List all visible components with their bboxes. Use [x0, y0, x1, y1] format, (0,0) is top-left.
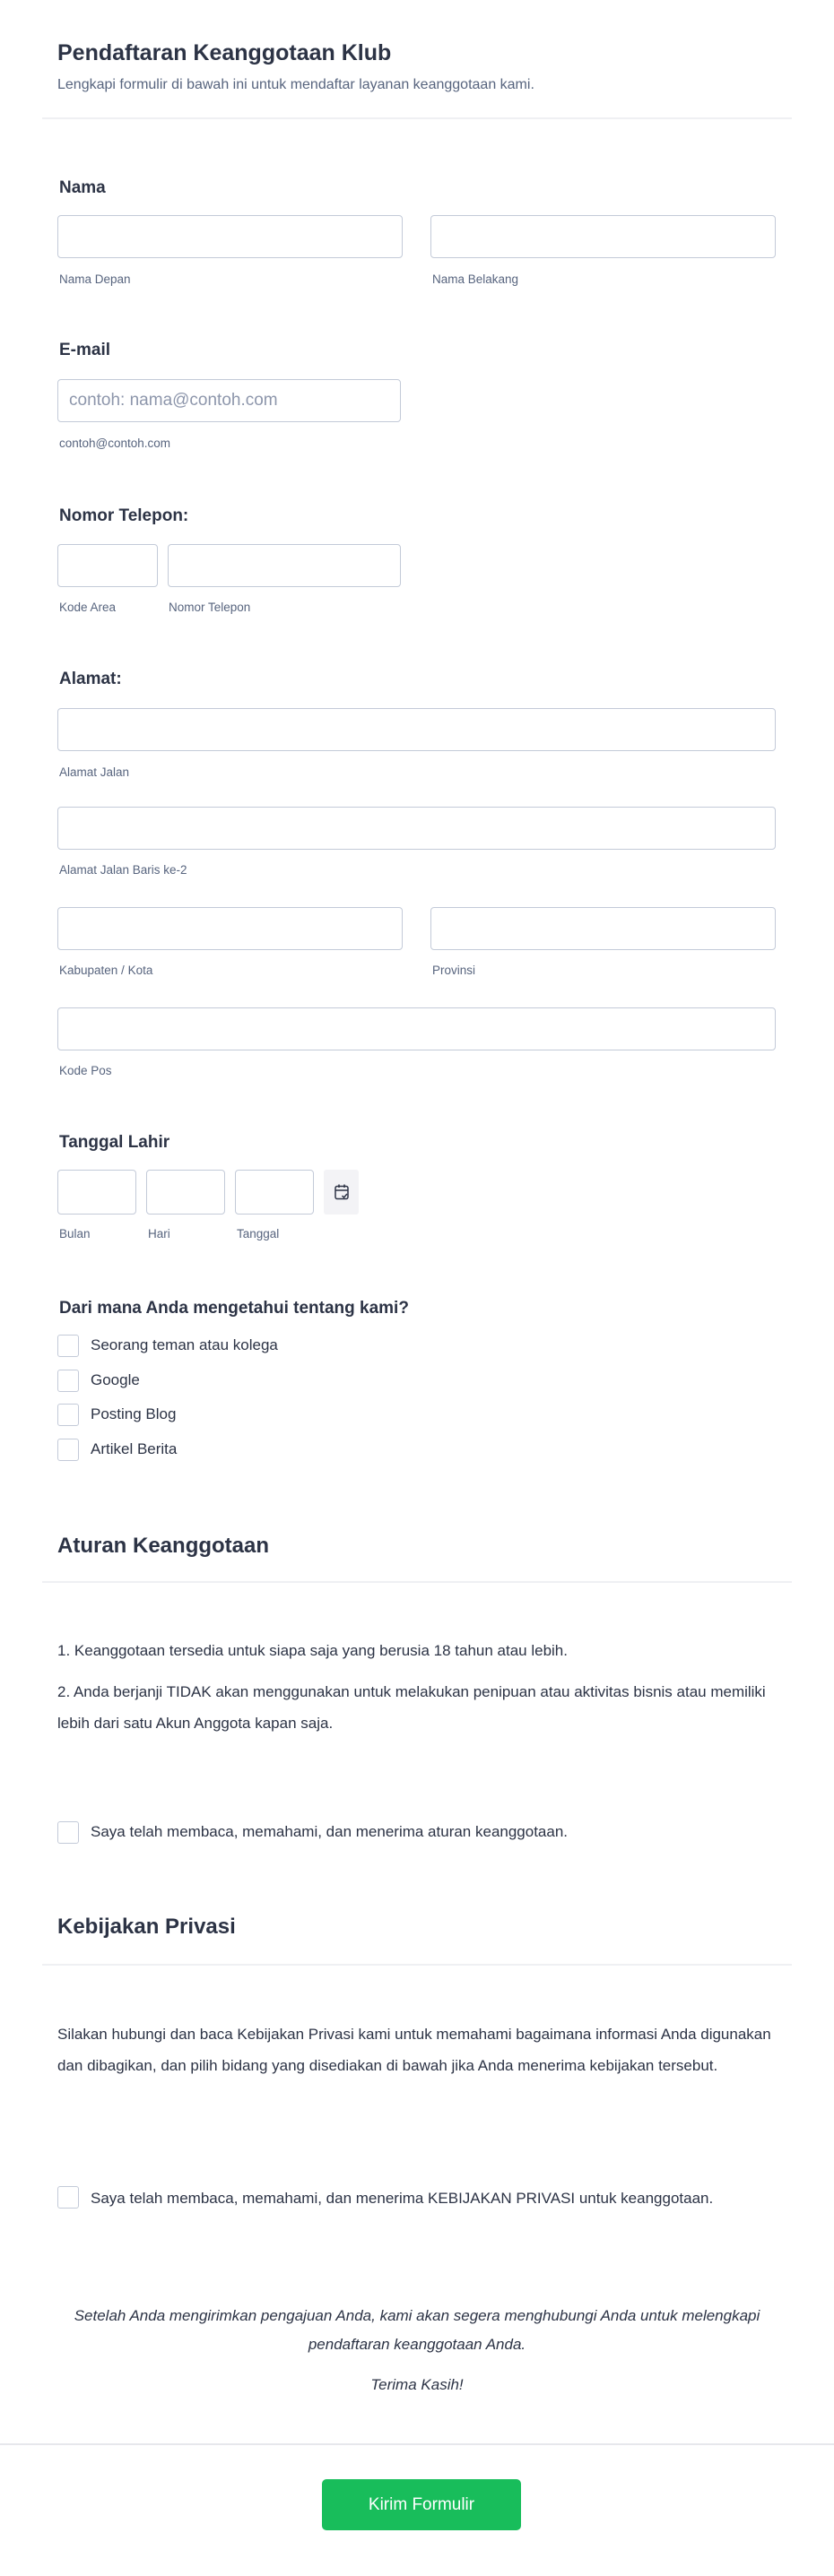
month-input[interactable]	[57, 1170, 136, 1215]
area-code-sublabel: Kode Area	[59, 601, 117, 614]
date-input[interactable]	[235, 1170, 314, 1215]
name-label: Nama	[59, 178, 106, 197]
postal-code-input[interactable]	[57, 1007, 776, 1050]
privacy-agree-label[interactable]: Saya telah membaca, memahami, dan menerima KEBIJAKAN PRIVASI untuk keanggotaan.	[91, 2190, 714, 2207]
postal-code-sublabel: Kode Pos	[59, 1064, 112, 1077]
footer-divider	[0, 2443, 834, 2445]
street-sublabel: Alamat Jalan	[59, 765, 130, 779]
source-checkbox-google[interactable]	[57, 1370, 79, 1392]
closing-thanks: Terima Kasih!	[370, 2376, 464, 2393]
phone-label: Nomor Telepon:	[59, 506, 189, 525]
closing-message: Setelah Anda mengirimkan pengajuan Anda, kami akan segera menghubungi Anda untuk melengkapi pendaftaran keanggotaan Anda.	[74, 2307, 760, 2353]
rules-agree-checkbox[interactable]	[57, 1821, 79, 1844]
month-sublabel: Bulan	[59, 1227, 91, 1240]
phone-number-input[interactable]	[168, 544, 401, 587]
street2-input[interactable]	[57, 807, 776, 850]
rules-heading: Aturan Keanggotaan	[57, 1534, 270, 1558]
source-option-label[interactable]: Posting Blog	[91, 1405, 177, 1422]
street-input[interactable]	[57, 708, 776, 751]
address-label: Alamat:	[59, 670, 122, 688]
privacy-text: Silakan hubungi dan baca Kebijakan Privasi kami untuk memahami bagaimana informasi Anda digunakan dan dibagikan, dan pilih bidang yang disediakan di bawah jika Anda menerima kebijakan tersebut.	[57, 2026, 771, 2074]
city-sublabel: Kabupaten / Kota	[59, 964, 153, 977]
phone-number-sublabel: Nomor Telepon	[169, 601, 251, 614]
email-sublabel: contoh@contoh.com	[59, 437, 171, 450]
last-name-input[interactable]	[430, 215, 776, 258]
day-input[interactable]	[146, 1170, 225, 1215]
source-option-label[interactable]: Seorang teman atau kolega	[91, 1336, 278, 1353]
privacy-agree-checkbox[interactable]	[57, 2186, 79, 2209]
source-option-label[interactable]: Artikel Berita	[91, 1440, 178, 1457]
rule-item-1: 1. Keanggotaan tersedia untuk siapa saja yang berusia 18 tahun atau lebih.	[57, 1642, 568, 1659]
rules-agree-label[interactable]: Saya telah membaca, memahami, dan menerima aturan keanggotaan.	[91, 1823, 569, 1840]
city-input[interactable]	[57, 907, 403, 950]
province-sublabel: Provinsi	[432, 964, 476, 977]
rule-item-2: 2. Anda berjanji TIDAK akan menggunakan untuk melakukan penipuan atau aktivitas bisnis atau memiliki lebih dari satu Akun Anggota kapan saja.	[57, 1683, 766, 1732]
source-label: Dari mana Anda mengetahui tentang kami?	[59, 1299, 409, 1318]
first-name-input[interactable]	[57, 215, 403, 258]
day-sublabel: Hari	[148, 1227, 170, 1240]
header-divider	[42, 117, 792, 119]
source-checkbox-friend[interactable]	[57, 1335, 79, 1357]
last-name-sublabel: Nama Belakang	[432, 272, 519, 286]
first-name-sublabel: Nama Depan	[59, 272, 131, 286]
source-option-label[interactable]: Google	[91, 1371, 140, 1388]
submit-button[interactable]: Kirim Formulir	[322, 2479, 521, 2530]
rules-divider	[42, 1581, 792, 1583]
form-subtitle: Lengkapi formulir di bawah ini untuk mendaftar layanan keanggotaan kami.	[57, 77, 534, 92]
source-checkbox-news[interactable]	[57, 1439, 79, 1461]
date-sublabel: Tanggal	[237, 1227, 280, 1240]
calendar-icon[interactable]	[324, 1170, 359, 1215]
email-label: E-mail	[59, 341, 111, 359]
area-code-input[interactable]	[57, 544, 158, 587]
province-input[interactable]	[430, 907, 776, 950]
privacy-heading: Kebijakan Privasi	[57, 1915, 236, 1939]
email-input[interactable]	[57, 379, 401, 422]
street2-sublabel: Alamat Jalan Baris ke-2	[59, 863, 187, 877]
form-title: Pendaftaran Keanggotaan Klub	[57, 40, 392, 65]
source-checkbox-blog[interactable]	[57, 1404, 79, 1426]
privacy-divider	[42, 1964, 792, 1966]
birthdate-label: Tanggal Lahir	[59, 1133, 170, 1152]
